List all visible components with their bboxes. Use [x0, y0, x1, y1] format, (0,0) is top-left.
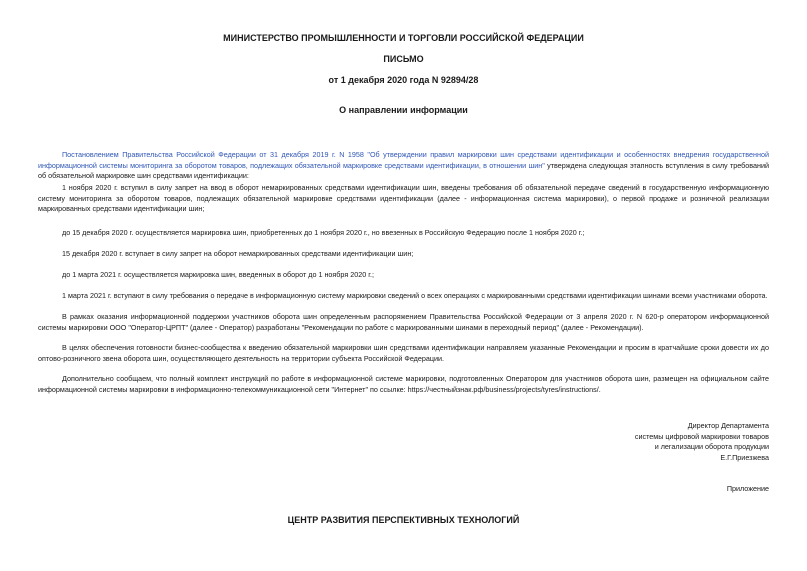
paragraph-decree [38, 150, 769, 182]
document-type: ПИСЬМО [383, 54, 424, 64]
organization-title: ЦЕНТР РАЗВИТИЯ ПЕРСПЕКТИВНЫХ ТЕХНОЛОГИЙ [287, 515, 520, 525]
signature-position-line-1: Директор Департамента [687, 421, 769, 430]
paragraph-dec-15-ban: 15 декабря 2020 г. вступает в силу запрет на оборот немаркированных средствами идентификации шин; [62, 249, 414, 258]
paragraph-instructions: Дополнительно сообщаем, что полный комплект инструкций по работе в информационной системе маркировки, подготовленных Оператором для участников оборота шин, размещен на официальном сайте информационной системы маркировки в информационно-телекоммуникационной сети "Интернет" по ссылке: https://честныйзнак.рф/business/projects/tyres/instructions/. [38, 374, 769, 394]
date-and-number: от 1 декабря 2020 года N 92894/28 [328, 75, 479, 85]
paragraph-nov-1: 1 ноября 2020 г. вступил в силу запрет на ввод в оборот немаркированных средствами идентификации шин, введены требования об обязательной передаче сведений в государственную информационную систему мониторинга за оборотом товаров, подлежащих обязательной маркировке средствами идентификации (далее - информационная система маркировки), о первой продаже и розничной реализации маркированных средствами идентификации шин; [38, 183, 769, 213]
signature-position-line-3: и легализации оборота продукции [654, 442, 769, 451]
paragraph-mar-1-marking: до 1 марта 2021 г. осуществляется маркировка шин, введенных в оборот до 1 ноября 2020 г.; [62, 270, 374, 279]
signature-block [549, 421, 769, 463]
paragraph-dec-15-marking: до 15 декабря 2020 г. осуществляется маркировка шин, приобретенных до 1 ноября 2020 г., но ввезенных в Российскую Федерацию после 1 ноября 2020 г.; [62, 228, 585, 237]
paragraph-operator: В рамках оказания информационной поддержки участников оборота шин определенным распоряжением Правительства Российской Федерации от 3 апреля 2020 г. N 620-р оператором информационной системы маркировки ООО "Оператор-ЦРПТ" (далее - Оператор) разработаны "Рекомендации по работе с маркированными шинами в переходный период" (далее - Рекомендации). [38, 312, 769, 332]
appendix-label: Приложение [726, 484, 769, 493]
paragraph-mar-1-requirements: 1 марта 2021 г. вступают в силу требования о передаче в информационную систему маркировки сведений о всех операциях с маркированными средствами идентификации шинами всеми участниками оборота. [62, 291, 768, 300]
ministry-title: МИНИСТЕРСТВО ПРОМЫШЛЕННОСТИ И ТОРГОВЛИ РОССИЙСКОЙ ФЕДЕРАЦИИ [223, 33, 584, 43]
subject-title: О направлении информации [339, 105, 468, 115]
signatory-name: Е.Г.Приезжева [720, 452, 769, 462]
signature-position-line-2: системы цифровой маркировки товаров [634, 431, 769, 441]
letter-page [38, 0, 769, 571]
decree-link[interactable]: Постановлением Правительства Российской Федерации от 31 декабря 2019 г. N 1958 "Об утверждении правил маркировки шин средствами идентификации и особенностях внедрения государственной информационной системы мониторинга за оборотом товаров, подлежащих обязательной маркировке средствами идентификации, в отношении шин" [38, 150, 769, 170]
paragraph-recommendations: В целях обеспечения готовности бизнес-сообщества к введению обязательной маркировки шин средствами идентификации направляем указанные Рекомендации и просим в кратчайшие сроки довести их до оптово-розничного звена оборота шин, осуществляющего деятельность на территории субъекта Российской Федерации. [38, 343, 769, 363]
decree-text: утверждена следующая этапность вступления в силу требований об обязательной маркировке шин средствами идентификации: [38, 160, 770, 180]
